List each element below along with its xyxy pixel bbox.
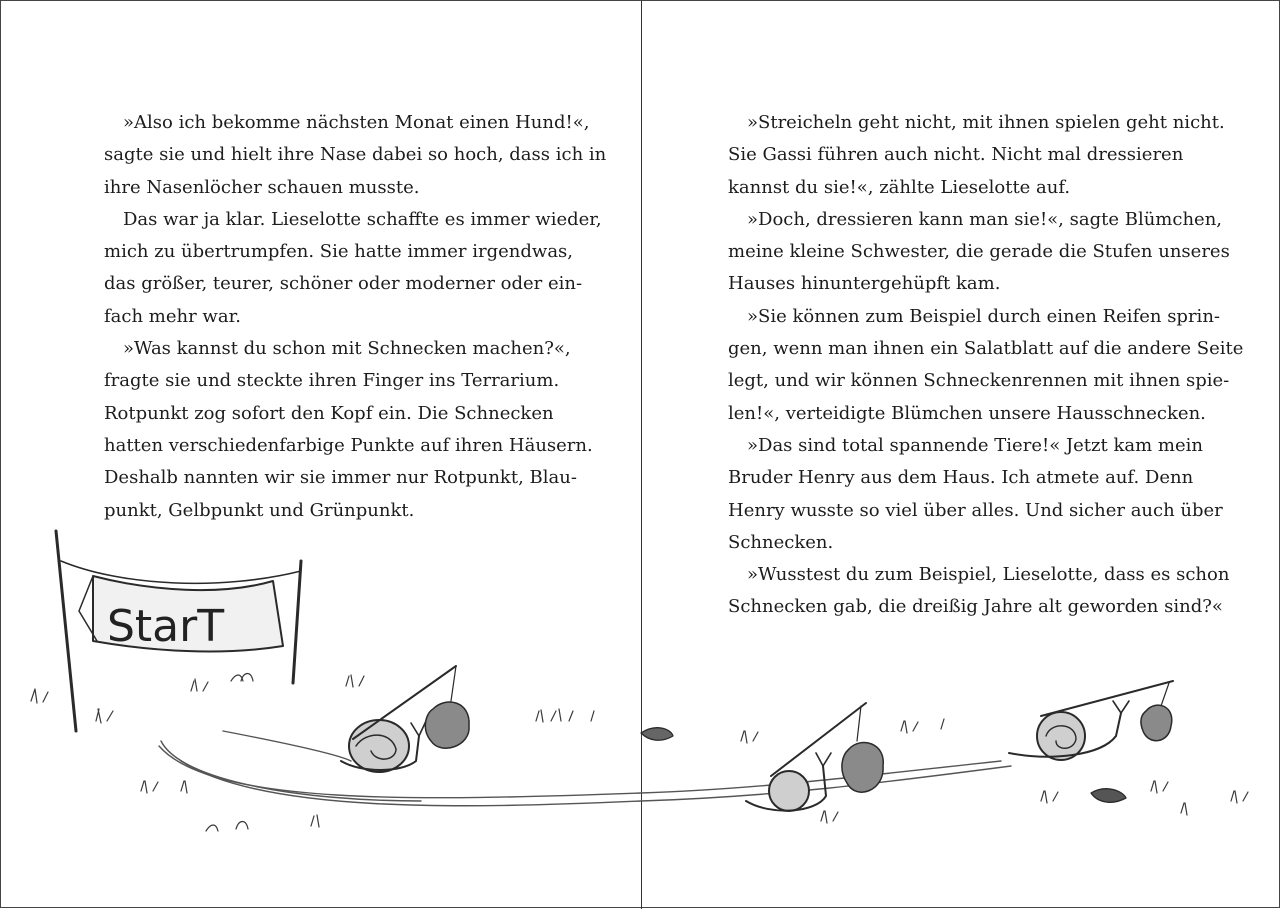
- text-line: Deshalb nannten wir sie immer nur Rotpunkt, Blau-: [104, 467, 577, 489]
- text-line: Das war ja klar. Lieselotte schaffte es immer wieder,: [123, 208, 602, 230]
- text-line: »Wusstest du zum Beispiel, Lieselotte, dass es schon: [747, 564, 1230, 586]
- text-line: »Was kannst du schon mit Schnecken machen?«,: [123, 338, 571, 360]
- paragraph: [728, 107, 1225, 204]
- paragraph: [728, 204, 1230, 301]
- snail-right: [1009, 681, 1173, 760]
- text-line: Hauses hinuntergehüpft kam.: [728, 273, 1001, 295]
- text-line: »Streicheln geht nicht, mit ihnen spielen geht nicht.: [747, 112, 1225, 133]
- text-line: meine kleine Schwester, die gerade die Stufen unseres: [728, 241, 1230, 263]
- text-line: legt, und wir können Schneckenrennen mit ihnen spie-: [728, 370, 1230, 392]
- page-gutter: [641, 1, 642, 909]
- text-line: »Das sind total spannende Tiere!« Jetzt kam mein: [747, 434, 1203, 456]
- paragraph: [728, 301, 1244, 430]
- left-page-text: [104, 107, 607, 527]
- banner-text: StarT: [107, 601, 225, 652]
- text-line: fragte sie und steckte ihren Finger ins Terrarium.: [104, 370, 560, 392]
- text-line: Bruder Henry aus dem Haus. Ich atmete auf. Denn: [728, 467, 1194, 489]
- text-line: punkt, Gelbpunkt und Grünpunkt.: [104, 499, 415, 521]
- text-line: »Sie können zum Beispiel durch einen Reifen sprin-: [747, 305, 1220, 327]
- text-line: sagte sie und hielt ihre Nase dabei so hoch, dass ich in: [104, 144, 607, 166]
- paragraph: [104, 204, 602, 333]
- text-line: Schnecken gab, die dreißig Jahre alt geworden sind?«: [728, 596, 1223, 618]
- paragraph: [728, 559, 1230, 624]
- text-line: das größer, teurer, schöner oder moderner oder ein-: [104, 273, 583, 295]
- snail-left: [341, 666, 469, 772]
- paragraph: [104, 333, 593, 527]
- snail-middle: [746, 703, 883, 811]
- text-line: hatten verschiedenfarbige Punkte auf ihren Häusern.: [104, 434, 593, 456]
- text-line: Schnecken.: [728, 531, 834, 553]
- text-line: kannst du sie!«, zählte Lieselotte auf.: [728, 176, 1071, 198]
- paragraph: [728, 430, 1223, 559]
- text-line: »Also ich bekomme nächsten Monat einen Hund!«,: [123, 112, 590, 133]
- paragraph: [104, 107, 607, 204]
- text-line: len!«, verteidigte Blümchen unsere Hausschnecken.: [728, 402, 1206, 424]
- text-line: gen, wenn man ihnen ein Salatblatt auf die andere Seite: [728, 338, 1244, 360]
- right-page-text: [728, 107, 1244, 624]
- text-line: Henry wusste so viel über alles. Und sicher auch über: [728, 499, 1223, 521]
- text-line: mich zu übertrumpfen. Sie hatte immer irgendwas,: [104, 241, 574, 263]
- text-line: Sie Gassi führen auch nicht. Nicht mal dressieren: [728, 144, 1184, 166]
- text-line: ihre Nasenlöcher schauen musste.: [104, 176, 420, 198]
- start-banner: [56, 531, 301, 731]
- text-line: Rotpunkt zog sofort den Kopf ein. Die Schnecken: [104, 402, 554, 424]
- text-line: »Doch, dressieren kann man sie!«, sagte Blümchen,: [747, 208, 1223, 230]
- text-line: fach mehr war.: [104, 305, 241, 327]
